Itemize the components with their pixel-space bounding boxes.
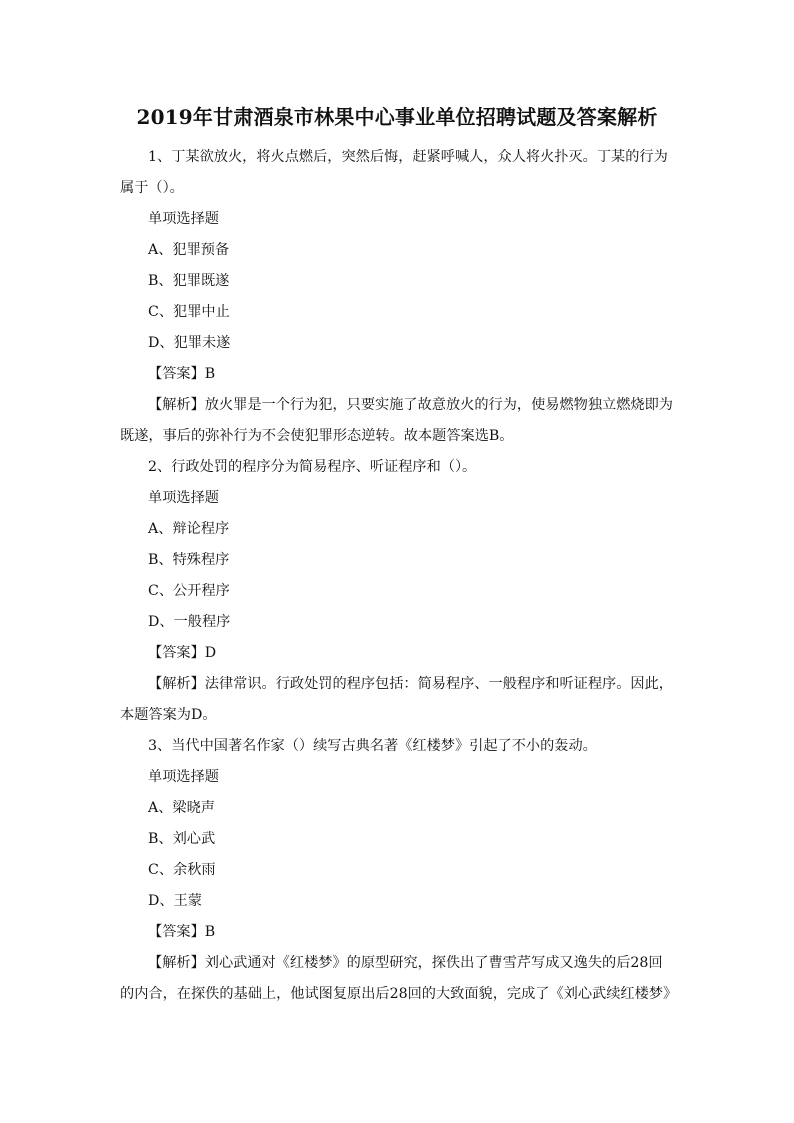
question-1-stem-line1: 1、丁某欲放火，将火点燃后，突然后悔，赶紧呼喊人，众人将火扑灭。丁某的行为 bbox=[148, 149, 668, 165]
question-3-analysis-line2: 的内合，在探佚的基础上，他试图复原出后28回的大致面貌，完成了《刘心武续红楼梦》 bbox=[120, 986, 678, 1002]
question-1-option-c: C、犯罪中止 bbox=[148, 304, 230, 320]
question-2-analysis-line1: 【解析】法律常识。行政处罚的程序包括：简易程序、一般程序和听证程序。因此， bbox=[148, 676, 673, 692]
question-2-option-c: C、公开程序 bbox=[148, 583, 230, 599]
question-1-answer: 【答案】B bbox=[148, 366, 216, 382]
question-3-answer: 【答案】B bbox=[148, 924, 216, 940]
question-1-analysis-line1: 【解析】放火罪是一个行为犯，只要实施了故意放火的行为，使易燃物独立燃烧即为 bbox=[148, 397, 673, 413]
question-3-option-b: B、刘心武 bbox=[148, 831, 216, 847]
question-2-option-b: B、特殊程序 bbox=[148, 552, 230, 568]
question-3-option-a: A、梁晓声 bbox=[148, 800, 215, 816]
document-body bbox=[120, 142, 680, 1010]
question-3-option-c: C、余秋雨 bbox=[148, 862, 216, 878]
question-3-type: 单项选择题 bbox=[148, 769, 219, 785]
question-2-stem-line1: 2、行政处罚的程序分为简易程序、听证程序和（）。 bbox=[148, 459, 477, 475]
question-1-option-d: D、犯罪未遂 bbox=[148, 335, 231, 351]
question-1-stem-line2: 属于（）。 bbox=[120, 180, 184, 196]
question-3-analysis-line1: 【解析】刘心武通对《红楼梦》的原型研究，探佚出了曹雪芹写成又逸失的后28回 bbox=[148, 955, 663, 971]
question-2-analysis-line2: 本题答案为D。 bbox=[120, 707, 217, 723]
question-2-option-d: D、一般程序 bbox=[148, 614, 231, 630]
question-3-option-d: D、王蒙 bbox=[148, 893, 202, 909]
question-1-type: 单项选择题 bbox=[148, 211, 219, 227]
question-2-answer: 【答案】D bbox=[148, 645, 217, 661]
question-3 bbox=[120, 731, 680, 1010]
question-2-option-a: A、辩论程序 bbox=[148, 521, 230, 537]
question-2 bbox=[120, 452, 680, 731]
question-1 bbox=[120, 142, 680, 452]
question-3-stem-line1: 3、当代中国著名作家（）续写古典名著《红楼梦》引起了不小的轰动。 bbox=[148, 738, 597, 754]
question-1-option-a: A、犯罪预备 bbox=[148, 242, 230, 258]
question-2-type: 单项选择题 bbox=[148, 490, 219, 506]
question-1-option-b: B、犯罪既遂 bbox=[148, 273, 230, 289]
question-1-analysis-line2: 既遂，事后的弥补行为不会使犯罪形态逆转。故本题答案选B。 bbox=[120, 428, 514, 444]
document-title: 2019年甘肃酒泉市林果中心事业单位招聘试题及答案解析 bbox=[136, 105, 658, 129]
